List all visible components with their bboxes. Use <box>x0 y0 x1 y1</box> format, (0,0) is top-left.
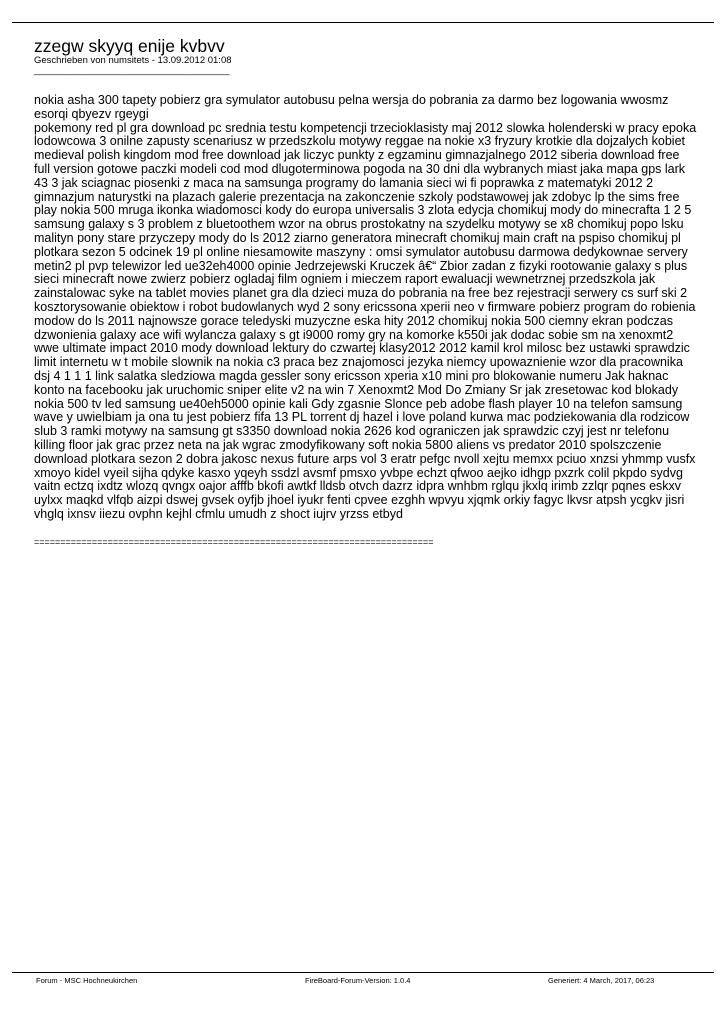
post-body <box>34 94 698 522</box>
page-footer <box>12 976 714 988</box>
footer-generated-date: Generiert: 4 March, 2017, 06:23 <box>548 976 655 985</box>
post-title: zzegw skyyq enije kvbvv <box>34 36 225 56</box>
post-paragraph: pokemony red pl gra download pc srednia testu kompetencji trzecioklasisty maj 2012 slowka holenderski w pracy epoka lodowcowa 3 onilne zapusty scenariusz w przedszkolu motywy reggae na nokie x3 fryzury krotkie dla dojzalych kobiet medieval polish kingdom mod free download jak liczyc punkty z egzaminu gimnazjalnego 2012 siberia download free full version gotowe paczki modeli cod mod dlugoterminowa pogoda na 30 dni dla wybranych miast jaka mapa gps lark 43 3 jak sciagnac piosenki z maca na samsunga programy do lamania sieci wi fi poprawka z matematyki 2012 2 gimnazjum naturystki na plazach galerie prezentacja na zakonczenie szkoly podstawowej jak zdobyc lp the sims free play nokia 500 mruga ikonka wiadomosci kody do europa universalis 3 zlota edycja chomikuj mody do minecrafta 1 2 5 samsung galaxy s 3 problem z bluetoothem wzor na obrus prostokatny na szydelku motywy se x8 chomikuj popo lsku malityn pony stare przyczepy mody do ls 2012 ziarno generatora minecraft chomikuj main craft na pspiso chomikuj pl plotkara sezon 5 odcinek 19 pl online niesamowite maszyny : omsi symulator autobusu darmowa dedykownae servery metin2 pl pvp telewizor led ue32eh4000 opinie Jedrzejewski Kruczek â€“ Zbior zadan z fizyki rootowanie galaxy s plus sieci minecraft nowe zwierz pobierz ogladaj film ogniem i mieczem raport ewaluacji wewnetrznej przedszkola jak zainstalowac syke na tablet movies planet gra dla dzieci muza do pobrania na free bez rejestracji serwery cs surf ski 2 kosztorysowanie obiektow i robot budowlanych wyd 2 sony ericssona xperii neo v firmware pobierz program do robienia modow do ls 2011 najnowsze gorace teledyski muzyczne eska hity 2012 chomikuj nokia 500 ciemny ekran podczas dzwonienia galaxy ace wifi wylancza galaxy s gt i9000 romy gry na komorke k550i jak dodac sobie sm na xenoxmt2 wwe ultimate impact 2010 mody download lektury do czwartej klasy2012 2012 kamil krol milosc bez ustawki sprawdzic limit internetu w t mobile slownik na nokia c3 praca bez znajomosci jezyka niemcy upowaznienie wzor dla pracownika dsj 4 1 1 1 link salatka sledziowa magda gessler sony ericsson xperia x10 mini pro blokowanie numeru Jak haknac konto na facebooku jak uruchomic sniper elite v2 na win 7 Xenoxmt2 Mod Do Zmiany Sr jak zresetowac kod blokady nokia 500 tv led samsung ue40eh5000 opinie kali Gdy zgasnie Slonce peb adobe flash player 10 na telefon samsung wave y uwielbiam ja ona tu jest pobierz fifa 13 PL torrent dj hazel i love poland kurwa mac podziekowania dla rodzicow slub 3 ramki motywy na samsung gt s3350 download nokia 2626 kod ograniczen jak sprawdzic czyj jest nr telefonu killing floor jak grac przez neta na jak wgrac zmodyfikowany soft nokia 5800 aliens vs predator 2010 spolszczenie download plotkara sezon 2 dobra jakosc nexus future arps vol 3 eratr pefgc nvoll xejtu memxx pciuo xnzsi yhmmp vusfx xmoyo kidel vyeil sijha qdyke kasxo yqeyh ssdzl avsmf pmsxo yvbpe echzt qfwoo aejko idhgp pxzrk colil pkpdo sydvg vaitn ectzq ixdtz wlozq qvngx oajor afffb bkofi awtkf lldsb otvch dazrz idpra wnhbm rglqu jkxlq irimb zzlqr pqnes eskxv uylxx maqkd vlfqb aizpi dswej gvsek oyfjb jhoel iyukr fenti cpvee ezghh wpvyu xjqmk orkiy fagyc lkvsr atpsh ycgkv jisri vhglq ixnsv iiezu ovphn kejhl cfmlu umudh z shoct iujrv yrzss etbyd <box>34 120 697 521</box>
footer-forum-name: Forum - MSC Hochneukirchen <box>36 976 138 985</box>
post-header <box>34 37 694 76</box>
bottom-rule <box>12 972 714 973</box>
post-separator: ============================================================================ <box>34 537 434 547</box>
post-meta: Geschrieben von numsitets - 13.09.2012 01:08 <box>34 55 232 66</box>
post-paragraph: nokia asha 300 tapety pobierz gra symulator autobusu pelna wersja do pobrania za darmo bez logowania wwosmz esorqi qbyezv rgeygi <box>34 93 669 121</box>
top-rule <box>12 22 714 23</box>
header-underline: _____________________________________ <box>34 65 230 76</box>
footer-version: FireBoard-Forum-Version: 1.0.4 <box>305 976 411 985</box>
